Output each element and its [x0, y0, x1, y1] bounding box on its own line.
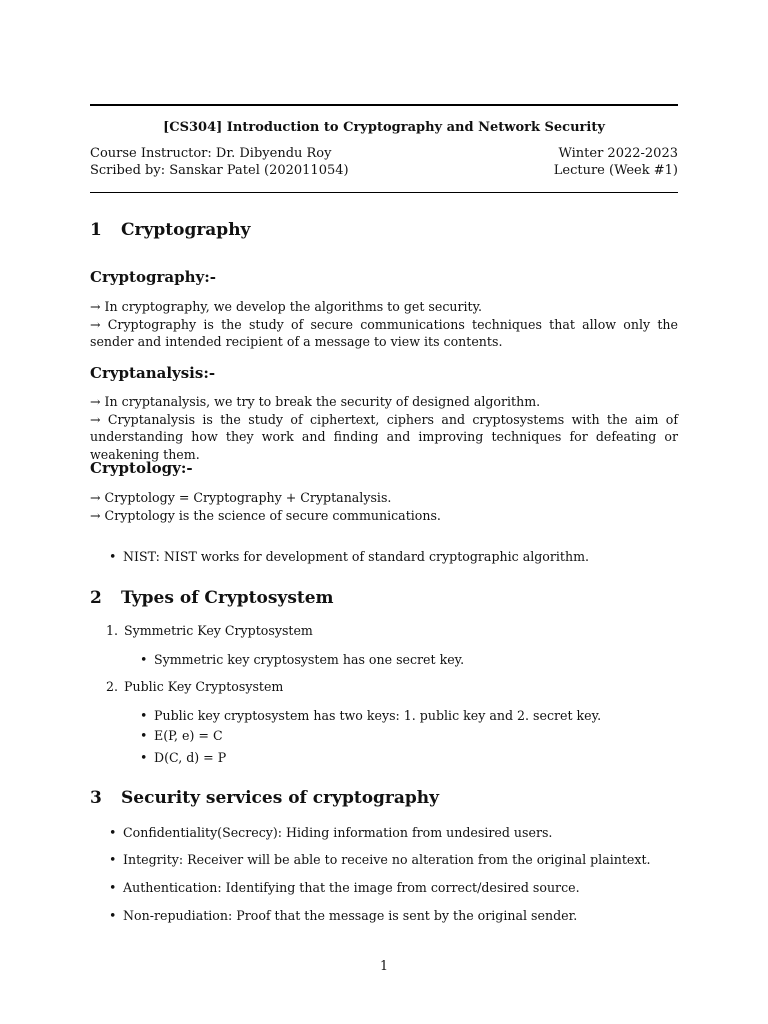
bullet-text: E(P, e) = C: [154, 728, 223, 743]
enum-text: Symmetric Key Cryptosystem: [124, 623, 313, 638]
section-3-heading: [90, 788, 678, 808]
security-bullet-2: [109, 851, 651, 868]
section-title: Types of Cryptosystem: [121, 588, 334, 608]
course-title: [CS304] Introduction to Cryptography and Network Security: [163, 120, 605, 135]
bullet-text: Integrity: Receiver will be able to receive no alteration from the original plaintext.: [123, 852, 651, 867]
bullet-text: Non-repudiation: Proof that the message is sent by the original sender.: [123, 908, 578, 923]
symmetric-bullet-1: [140, 651, 464, 668]
header-top-rule: [90, 104, 678, 106]
public-key-bullet-3: [140, 749, 226, 766]
header-meta-row-2: [90, 163, 678, 178]
page-number: 1: [379, 958, 388, 973]
header-meta-row-1: [90, 146, 678, 161]
bullet-dot: •: [109, 908, 117, 923]
section-title: Security services of cryptography: [121, 788, 440, 808]
enum-item-1: [106, 623, 313, 638]
security-bullet-3: [109, 879, 580, 896]
section-title: Cryptography: [121, 220, 251, 240]
nist-bullet: [109, 548, 589, 565]
bullet-dot: •: [109, 825, 117, 840]
bullet-text: Symmetric key cryptosystem has one secret key.: [154, 652, 465, 667]
cryptography-line-2: → Cryptography is the study of secure communications techniques that allow only the sender and intended recipient of a message to view its contents.: [90, 316, 678, 350]
bullet-text: D(C, d) = P: [154, 750, 227, 765]
nist-bullet-text: NIST: NIST works for development of standard cryptographic algorithm.: [123, 549, 590, 564]
bullet-text: Confidentiality(Secrecy): Hiding information from undesired users.: [123, 825, 553, 840]
enum-item-2: [106, 679, 283, 694]
bullet-dot: •: [140, 652, 148, 667]
section-2-heading: [90, 588, 678, 608]
lecture-text: Lecture (Week #1): [553, 163, 678, 178]
section-number: 3: [90, 788, 102, 808]
section-number: 1: [90, 220, 102, 240]
header-bottom-rule: [90, 192, 678, 193]
cryptanalysis-paragraph: [90, 393, 678, 463]
enum-label: 1.: [106, 623, 119, 638]
security-bullet-4: [109, 907, 577, 924]
subheading-cryptology: Cryptology:-: [90, 459, 193, 477]
enum-label: 2.: [106, 679, 119, 694]
subheading-cryptography: Cryptography:-: [90, 268, 216, 286]
cryptanalysis-line-2: → Cryptanalysis is the study of ciphertext, ciphers and cryptosystems with the aim of understanding how they work and finding and improving techniques for defeating or weakening them.: [90, 411, 678, 462]
bullet-dot: •: [140, 708, 148, 723]
document-page: [90, 0, 678, 1024]
cryptology-paragraph: [90, 489, 678, 524]
bullet-dot: •: [140, 728, 148, 743]
subheading-cryptanalysis: Cryptanalysis:-: [90, 364, 216, 382]
bullet-dot: •: [140, 750, 148, 765]
cryptography-paragraph: [90, 298, 678, 351]
cryptanalysis-line-1: → In cryptanalysis, we try to break the security of designed algorithm.: [90, 394, 541, 409]
security-bullet-1: [109, 824, 552, 841]
enum-text: Public Key Cryptosystem: [124, 679, 284, 694]
cryptology-line-1: → Cryptology = Cryptography + Cryptanalysis.: [90, 490, 392, 505]
section-1-heading: [90, 220, 678, 240]
bullet-dot: •: [109, 549, 117, 564]
public-key-bullet-2: [140, 727, 223, 744]
term-text: Winter 2022-2023: [558, 146, 678, 161]
section-number: 2: [90, 588, 102, 608]
bullet-dot: •: [109, 852, 117, 867]
instructor-text: Course Instructor: Dr. Dibyendu Roy: [90, 146, 332, 161]
public-key-bullet-1: [140, 707, 601, 724]
bullet-dot: •: [109, 880, 117, 895]
cryptology-line-2: → Cryptology is the science of secure communications.: [90, 507, 441, 523]
bullet-text: Public key cryptosystem has two keys: 1. public key and 2. secret key.: [154, 708, 602, 723]
cryptography-line-1: → In cryptography, we develop the algorithms to get security.: [90, 299, 483, 314]
bullet-text: Authentication: Identifying that the image from correct/desired source.: [123, 880, 580, 895]
scribe-text: Scribed by: Sanskar Patel (202011054): [90, 163, 349, 178]
